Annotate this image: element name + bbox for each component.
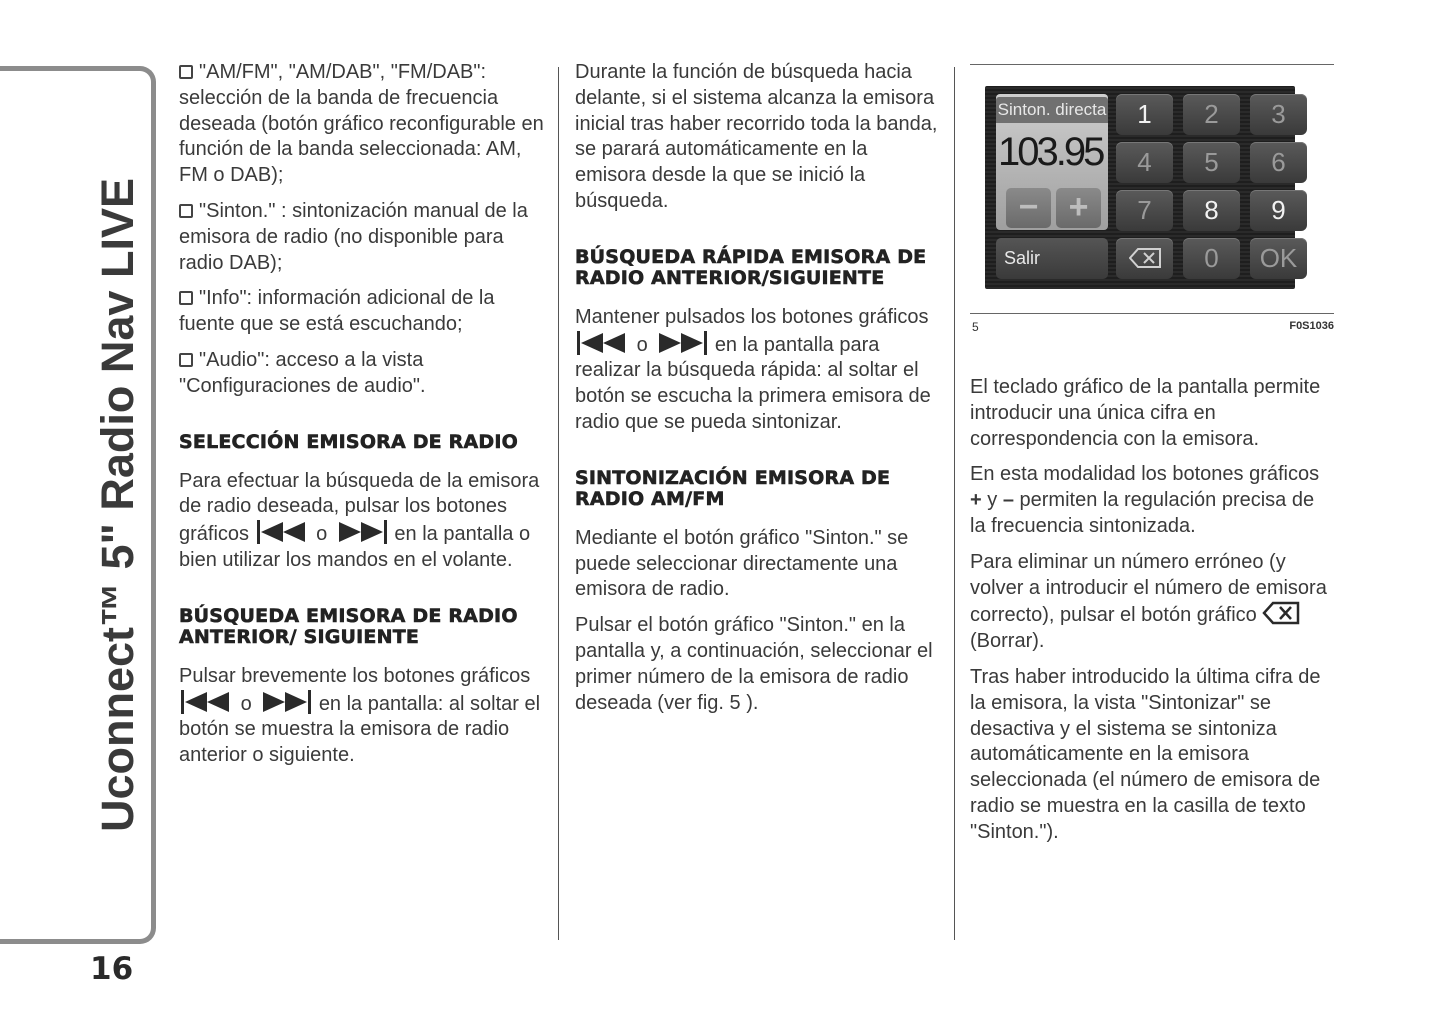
checkbox-bullet-icon [179,65,193,79]
key-3[interactable]: 3 [1250,94,1307,135]
skip-next-icon [333,520,389,544]
chapter-title: Uconnect™ 5" Radio Nav LIVE [92,178,143,832]
paragraph: Para efectuar la búsqueda de la emisora de radio deseada, pulsar los botones gráficos o en la pantalla o bien utilizar los mandos en el volante. [179,469,540,571]
paragraph: Pulsar el botón gráfico "Sinton." en la pantalla y, a continuación, seleccionar el primer número de la emisora de radio deseada (ver fig. 5 ). [575,614,933,714]
key-6[interactable]: 6 [1250,142,1307,183]
backspace-icon [1129,248,1161,268]
key-5[interactable]: 5 [1183,142,1240,183]
section-heading: BÚSQUEDA EMISORA DE RADIO ANTERIOR/ SIGUIENTE [179,604,518,648]
figure-tuner-keypad [970,64,1334,314]
bullet-item: "Info": información adicional de la fuente que se está escuchando; [179,287,495,336]
section-heading: SELECCIÓN EMISORA DE RADIO [179,430,519,453]
skip-next-icon [653,331,709,355]
key-1[interactable]: 1 [1116,94,1173,135]
skip-previous-icon [575,331,631,355]
paragraph: Durante la función de búsqueda hacia delante, si el sistema alcanza la emisora inicial tras haber recorrido toda la banda, se parará automáticamente en la emisora desde la que se inició la búsqueda. [575,61,938,212]
checkbox-bullet-icon [179,291,193,305]
key-2[interactable]: 2 [1183,94,1240,135]
figure-number: 5 [972,320,979,334]
section-heading: BÚSQUEDA RÁPIDA EMISORA DE RADIO ANTERIOR/SIGUIENTE [575,245,927,289]
minus-button[interactable]: − [1006,188,1051,228]
bullet-item: "AM/FM", "AM/DAB", "FM/DAB": selección de la banda de frecuencia deseada (botón gráfico reconfigurable en función de la banda seleccionada: AM, FM o DAB); [179,61,544,187]
paragraph: Mantener pulsados los botones gráficos o en la pantalla para realizar la búsqueda rápida: al soltar el botón se escucha la primera emisora de radio que se pueda sintonizar. [575,305,931,433]
paragraph: Pulsar brevemente los botones gráficos o en la pantalla: al soltar el botón se muestra la emisora de radio anterior o siguiente. [179,664,541,767]
key-4[interactable]: 4 [1116,142,1173,183]
page-number: 16 [90,951,134,987]
frequency-display: 103.95 [998,130,1103,174]
plus-button[interactable]: + [1056,188,1101,228]
frequency-panel [996,94,1108,230]
radio-screen [985,86,1298,289]
paragraph: Mediante el botón gráfico "Sinton." se puede seleccionar directamente una emisora de radio. [575,526,909,601]
paragraph: En esta modalidad los botones gráficos + y – permiten la regulación precisa de la frecuencia sintonizada. [970,463,1320,537]
direct-tune-label: Sinton. directa [996,97,1108,123]
key-9[interactable]: 9 [1250,190,1307,231]
bullet-item: "Audio": acceso a la vista "Configuraciones de audio". [179,348,426,397]
key-7[interactable]: 7 [1116,190,1173,231]
paragraph: Para eliminar un número erróneo (y volver a introducir el número de emisora correcto), pulsar el botón gráfico (Borrar). [970,550,1327,653]
column-divider [954,67,955,940]
column-divider [558,67,559,940]
ok-button[interactable]: OK [1250,238,1307,279]
key-0[interactable]: 0 [1183,238,1240,279]
paragraph: Tras haber introducido la última cifra de la emisora, la vista "Sintonizar" se desactiva y el sistema se sintoniza automáticamente en la emisora seleccionada (el número de emisora de radio se muestra en la casilla de texto "Sinton."). [970,665,1321,843]
column-3 [970,375,1335,856]
checkbox-bullet-icon [179,353,193,367]
backspace-button[interactable] [1116,238,1173,279]
checkbox-bullet-icon [179,204,193,218]
skip-next-icon [257,690,313,714]
section-heading: SINTONIZACIÓN EMISORA DE RADIO AM/FM [575,466,891,510]
column-2 [575,60,943,726]
backspace-icon [1262,601,1300,625]
key-8[interactable]: 8 [1183,190,1240,231]
bullet-item: "Sinton." : sintonización manual de la emisora de radio (no disponible para radio DAB); [179,199,528,274]
skip-previous-icon [255,520,311,544]
figure-code: F0S1036 [1289,320,1334,332]
paragraph: El teclado gráfico de la pantalla permite introducir una única cifra en correspondencia con la emisora. [970,376,1321,450]
exit-button[interactable]: Salir [996,238,1108,279]
skip-previous-icon [179,690,235,714]
column-1 [179,60,544,779]
